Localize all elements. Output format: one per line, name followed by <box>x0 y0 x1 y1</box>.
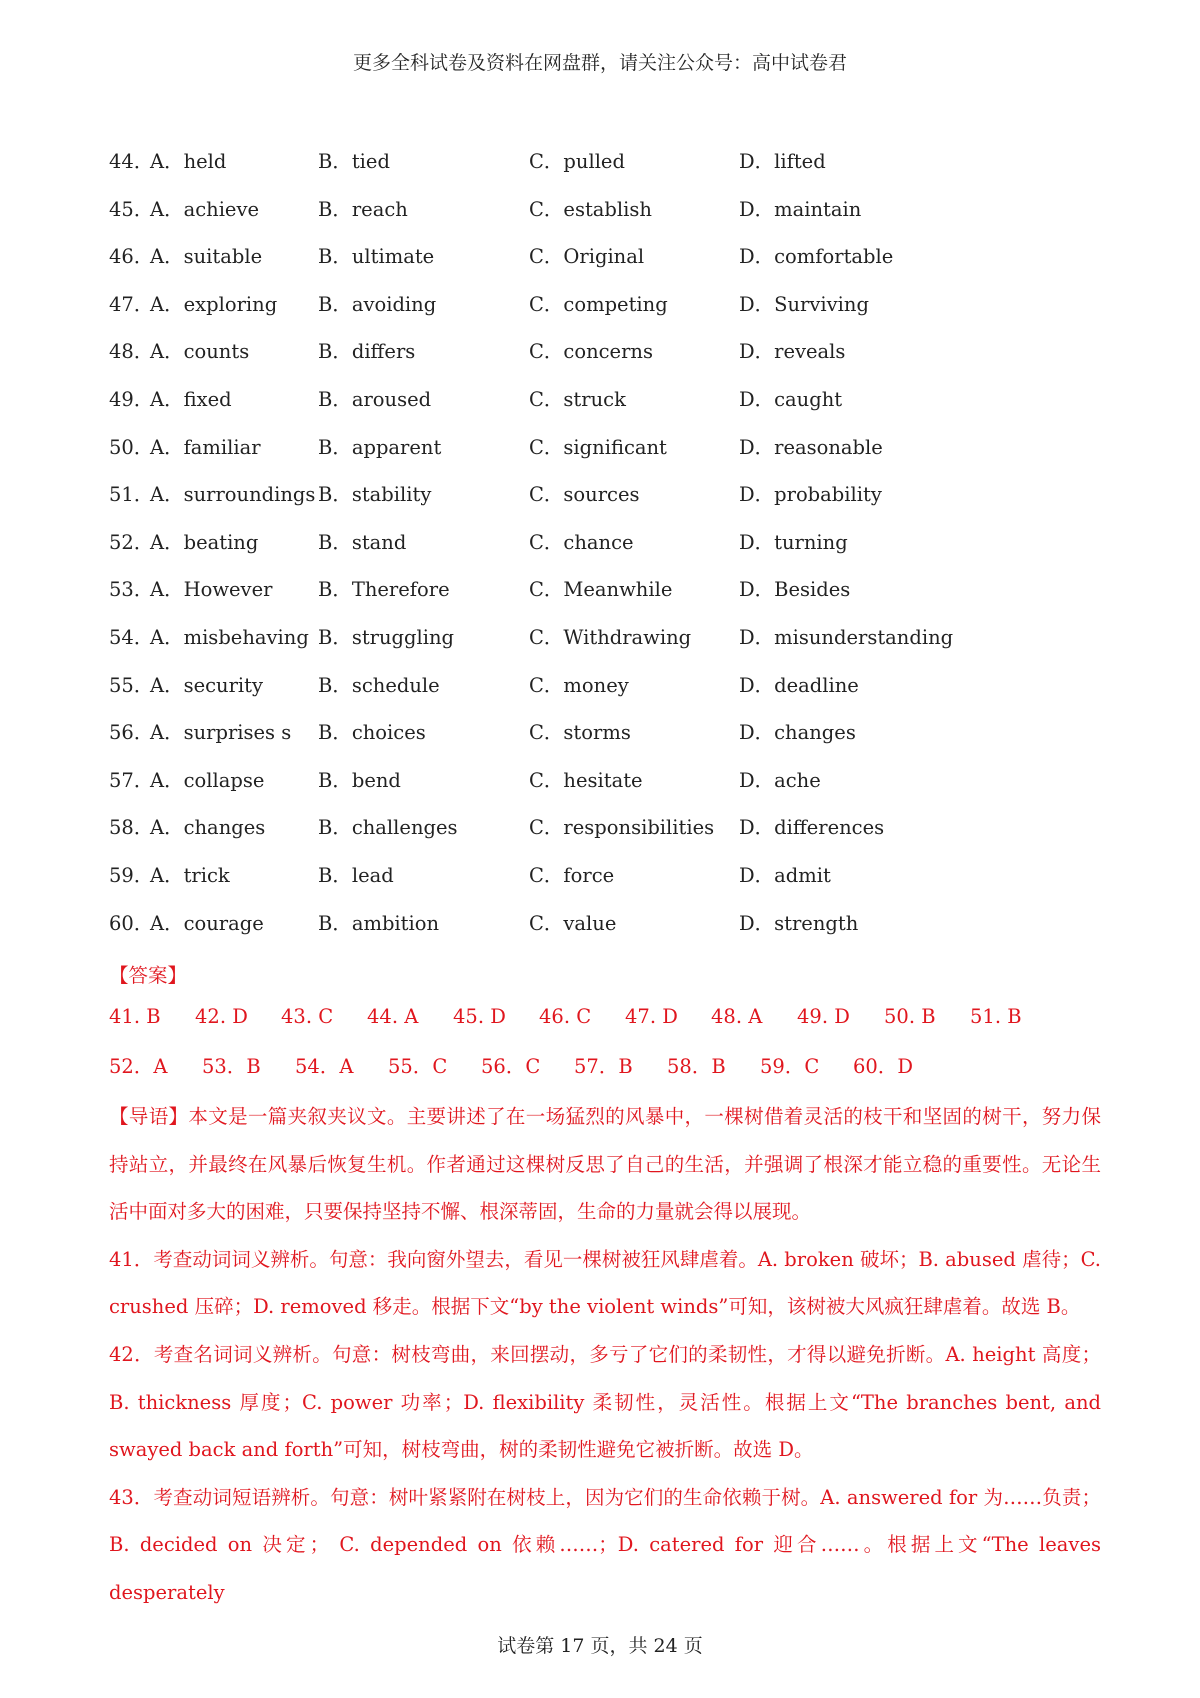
answer-item: 57．B <box>574 1055 633 1078</box>
option-d: D．Besides <box>739 578 851 602</box>
option-c: C．concerns <box>529 340 653 364</box>
option-a: A．misbehaving <box>150 625 309 649</box>
answer-item: 43. C <box>281 1005 334 1028</box>
answer-item: 48. A <box>711 1005 763 1028</box>
answer-item: 50. B <box>884 1005 936 1028</box>
question-number: 45． <box>109 197 154 221</box>
question-number: 47． <box>109 292 154 316</box>
question-row <box>109 912 1109 960</box>
option-d: D．reasonable <box>739 435 883 459</box>
option-c: C．Withdrawing <box>529 625 692 649</box>
option-a: A．exploring <box>150 292 278 316</box>
option-d: D．maintain <box>739 197 862 221</box>
option-b: B．ambition <box>318 911 440 935</box>
option-d: D．strength <box>739 911 859 935</box>
question-row <box>109 769 1109 817</box>
question-number: 50． <box>109 435 154 459</box>
answer-item: 51. B <box>970 1005 1022 1028</box>
option-d: D．ache <box>739 768 821 792</box>
option-b: B．choices <box>318 721 426 745</box>
question-number: 60． <box>109 911 154 935</box>
option-d: D．changes <box>739 721 856 745</box>
answer-row-1 <box>109 1005 1109 1033</box>
question-number: 58． <box>109 816 154 840</box>
option-a: A．held <box>150 150 227 173</box>
option-d: D．probability <box>739 483 882 507</box>
option-c: C．hesitate <box>529 768 643 792</box>
option-d: D．caught <box>739 387 843 411</box>
question-number: 44． <box>109 150 154 173</box>
option-b: B．challenges <box>318 816 458 840</box>
option-d: D．differences <box>739 816 885 840</box>
answer-item: 42. D <box>195 1005 248 1028</box>
question-row <box>109 531 1109 579</box>
question-row <box>109 198 1109 246</box>
question-row <box>109 483 1109 531</box>
option-c: C．sources <box>529 483 640 507</box>
question-number: 54． <box>109 625 154 649</box>
explanation-block <box>109 1093 1101 1617</box>
question-number: 52． <box>109 530 154 554</box>
question-row <box>109 150 1109 198</box>
option-b: B．aroused <box>318 387 432 411</box>
option-a: A．courage <box>150 911 264 935</box>
option-b: B．differs <box>318 340 416 364</box>
option-b: B．Therefore <box>318 578 450 602</box>
option-b: B．stability <box>318 483 432 507</box>
option-a: A．However <box>150 578 273 602</box>
option-a: A．security <box>150 673 264 697</box>
answer-title: 【答案】 <box>109 964 188 987</box>
option-b: B．reach <box>318 197 408 221</box>
question-row <box>109 436 1109 484</box>
option-d: D．turning <box>739 530 848 554</box>
explanation-42: 42．考查名词词义辨析。句意：树枝弯曲，来回摆动，多亏了它们的柔韧性，才得以避免折断。A. height 高度；B. thickness 厚度；C. power 功率；D. flexibility 柔韧性，灵活性。根据上文“The branches bent, and swayed back and forth”可知，树枝弯曲，树的柔韧性避免它被折断。故选 D。 <box>109 1342 1101 1462</box>
option-d: D．Surviving <box>739 292 869 316</box>
option-c: C．Original <box>529 245 645 269</box>
option-b: B．tied <box>318 150 390 173</box>
option-d: D．comfortable <box>739 245 894 269</box>
answer-item: 56．C <box>481 1055 541 1078</box>
option-a: A．familiar <box>150 435 261 459</box>
answer-item: 41. B <box>109 1005 161 1028</box>
option-d: D．admit <box>739 863 831 887</box>
option-c: C．establish <box>529 197 652 221</box>
question-row <box>109 674 1109 722</box>
question-row <box>109 626 1109 674</box>
option-c: C．chance <box>529 530 634 554</box>
explanation-43: 43．考查动词短语辨析。句意：树叶紧紧附在树枝上，因为它们的生命依赖于树。A. answered for 为……负责；B. decided on 决定； C. depended on 依赖……；D. catered for 迎合……。根据上文“The leaves desperately <box>109 1485 1101 1604</box>
answer-item: 46. C <box>539 1005 592 1028</box>
answer-item: 44. A <box>367 1005 419 1028</box>
option-c: C．value <box>529 911 617 935</box>
option-a: A．beating <box>150 530 259 554</box>
option-b: B．avoiding <box>318 292 437 316</box>
option-c: C．significant <box>529 435 667 459</box>
answer-item: 59．C <box>760 1055 820 1078</box>
answer-item: 54．A <box>295 1055 354 1078</box>
option-d: D．reveals <box>739 340 846 364</box>
answer-item: 49. D <box>797 1005 850 1028</box>
question-number: 49． <box>109 387 154 411</box>
option-d: D．deadline <box>739 673 859 697</box>
option-b: B．stand <box>318 530 407 554</box>
question-row <box>109 721 1109 769</box>
option-d: D．misunderstanding <box>739 625 954 649</box>
option-a: A．surroundings <box>150 483 316 507</box>
option-b: B．apparent <box>318 435 442 459</box>
question-row <box>109 864 1109 912</box>
option-c: C．Meanwhile <box>529 578 673 602</box>
question-number: 53． <box>109 578 154 602</box>
option-d: D．lifted <box>739 150 826 173</box>
explanation-intro: 【导语】本文是一篇夹叙夹议文。主要讲述了在一场猛烈的风暴中，一棵树借着灵活的枝干和坚固的树干，努力保持站立，并最终在风暴后恢复生机。作者通过这棵树反思了自己的生活，并强调了根深才能立稳的重要性。无论生活中面对多大的困难，只要保持坚持不懈、根深蒂固，生命的力量就会得以展现。 <box>109 1105 1101 1224</box>
answer-item: 60．D <box>853 1055 913 1078</box>
question-number: 55． <box>109 673 154 697</box>
answer-item: 58．B <box>667 1055 726 1078</box>
question-number: 51． <box>109 483 154 507</box>
question-number: 48． <box>109 340 154 364</box>
option-a: A．suitable <box>150 245 263 269</box>
question-row <box>109 388 1109 436</box>
page-footer: 试卷第 17 页，共 24 页 <box>497 1635 703 1657</box>
option-c: C．force <box>529 863 615 887</box>
question-row <box>109 293 1109 341</box>
option-c: C．money <box>529 673 629 697</box>
option-a: A．surprises s <box>150 721 292 745</box>
option-b: B．lead <box>318 863 394 887</box>
question-number: 57． <box>109 768 154 792</box>
question-row <box>109 578 1109 626</box>
question-number: 46． <box>109 245 154 269</box>
option-c: C．struck <box>529 387 626 411</box>
option-a: A．counts <box>150 340 250 364</box>
question-list <box>109 150 1109 959</box>
option-a: A．fixed <box>150 387 232 411</box>
answer-item: 52．A <box>109 1055 168 1078</box>
question-row <box>109 245 1109 293</box>
option-c: C．storms <box>529 721 631 745</box>
question-number: 59． <box>109 863 154 887</box>
question-row <box>109 340 1109 388</box>
question-row <box>109 816 1109 864</box>
option-c: C．competing <box>529 292 668 316</box>
option-b: B．schedule <box>318 673 440 697</box>
option-a: A．changes <box>150 816 266 840</box>
explanation-41: 41．考查动词词义辨析。句意：我向窗外望去，看见一棵树被狂风肆虐着。A. broken 破坏；B. abused 虐待；C. crushed 压碎；D. removed 移走。根据下文“by the violent winds”可知，该树被大风疯狂肆虐着。故选 B。 <box>109 1247 1101 1319</box>
answer-item: 53．B <box>202 1055 261 1078</box>
answer-item: 45. D <box>453 1005 506 1028</box>
option-c: C．pulled <box>529 150 625 173</box>
option-c: C．responsibilities <box>529 816 715 840</box>
option-b: B．ultimate <box>318 245 435 269</box>
option-a: A．collapse <box>150 768 265 792</box>
option-b: B．bend <box>318 768 401 792</box>
question-number: 56． <box>109 721 154 745</box>
option-a: A．trick <box>150 863 230 887</box>
answer-item: 55．C <box>388 1055 448 1078</box>
option-b: B．struggling <box>318 625 455 649</box>
answer-item: 47. D <box>625 1005 678 1028</box>
option-a: A．achieve <box>150 197 260 221</box>
page-header: 更多全科试卷及资料在网盘群，请关注公众号：高中试卷君 <box>352 52 847 74</box>
answer-row-2 <box>109 1051 1109 1079</box>
